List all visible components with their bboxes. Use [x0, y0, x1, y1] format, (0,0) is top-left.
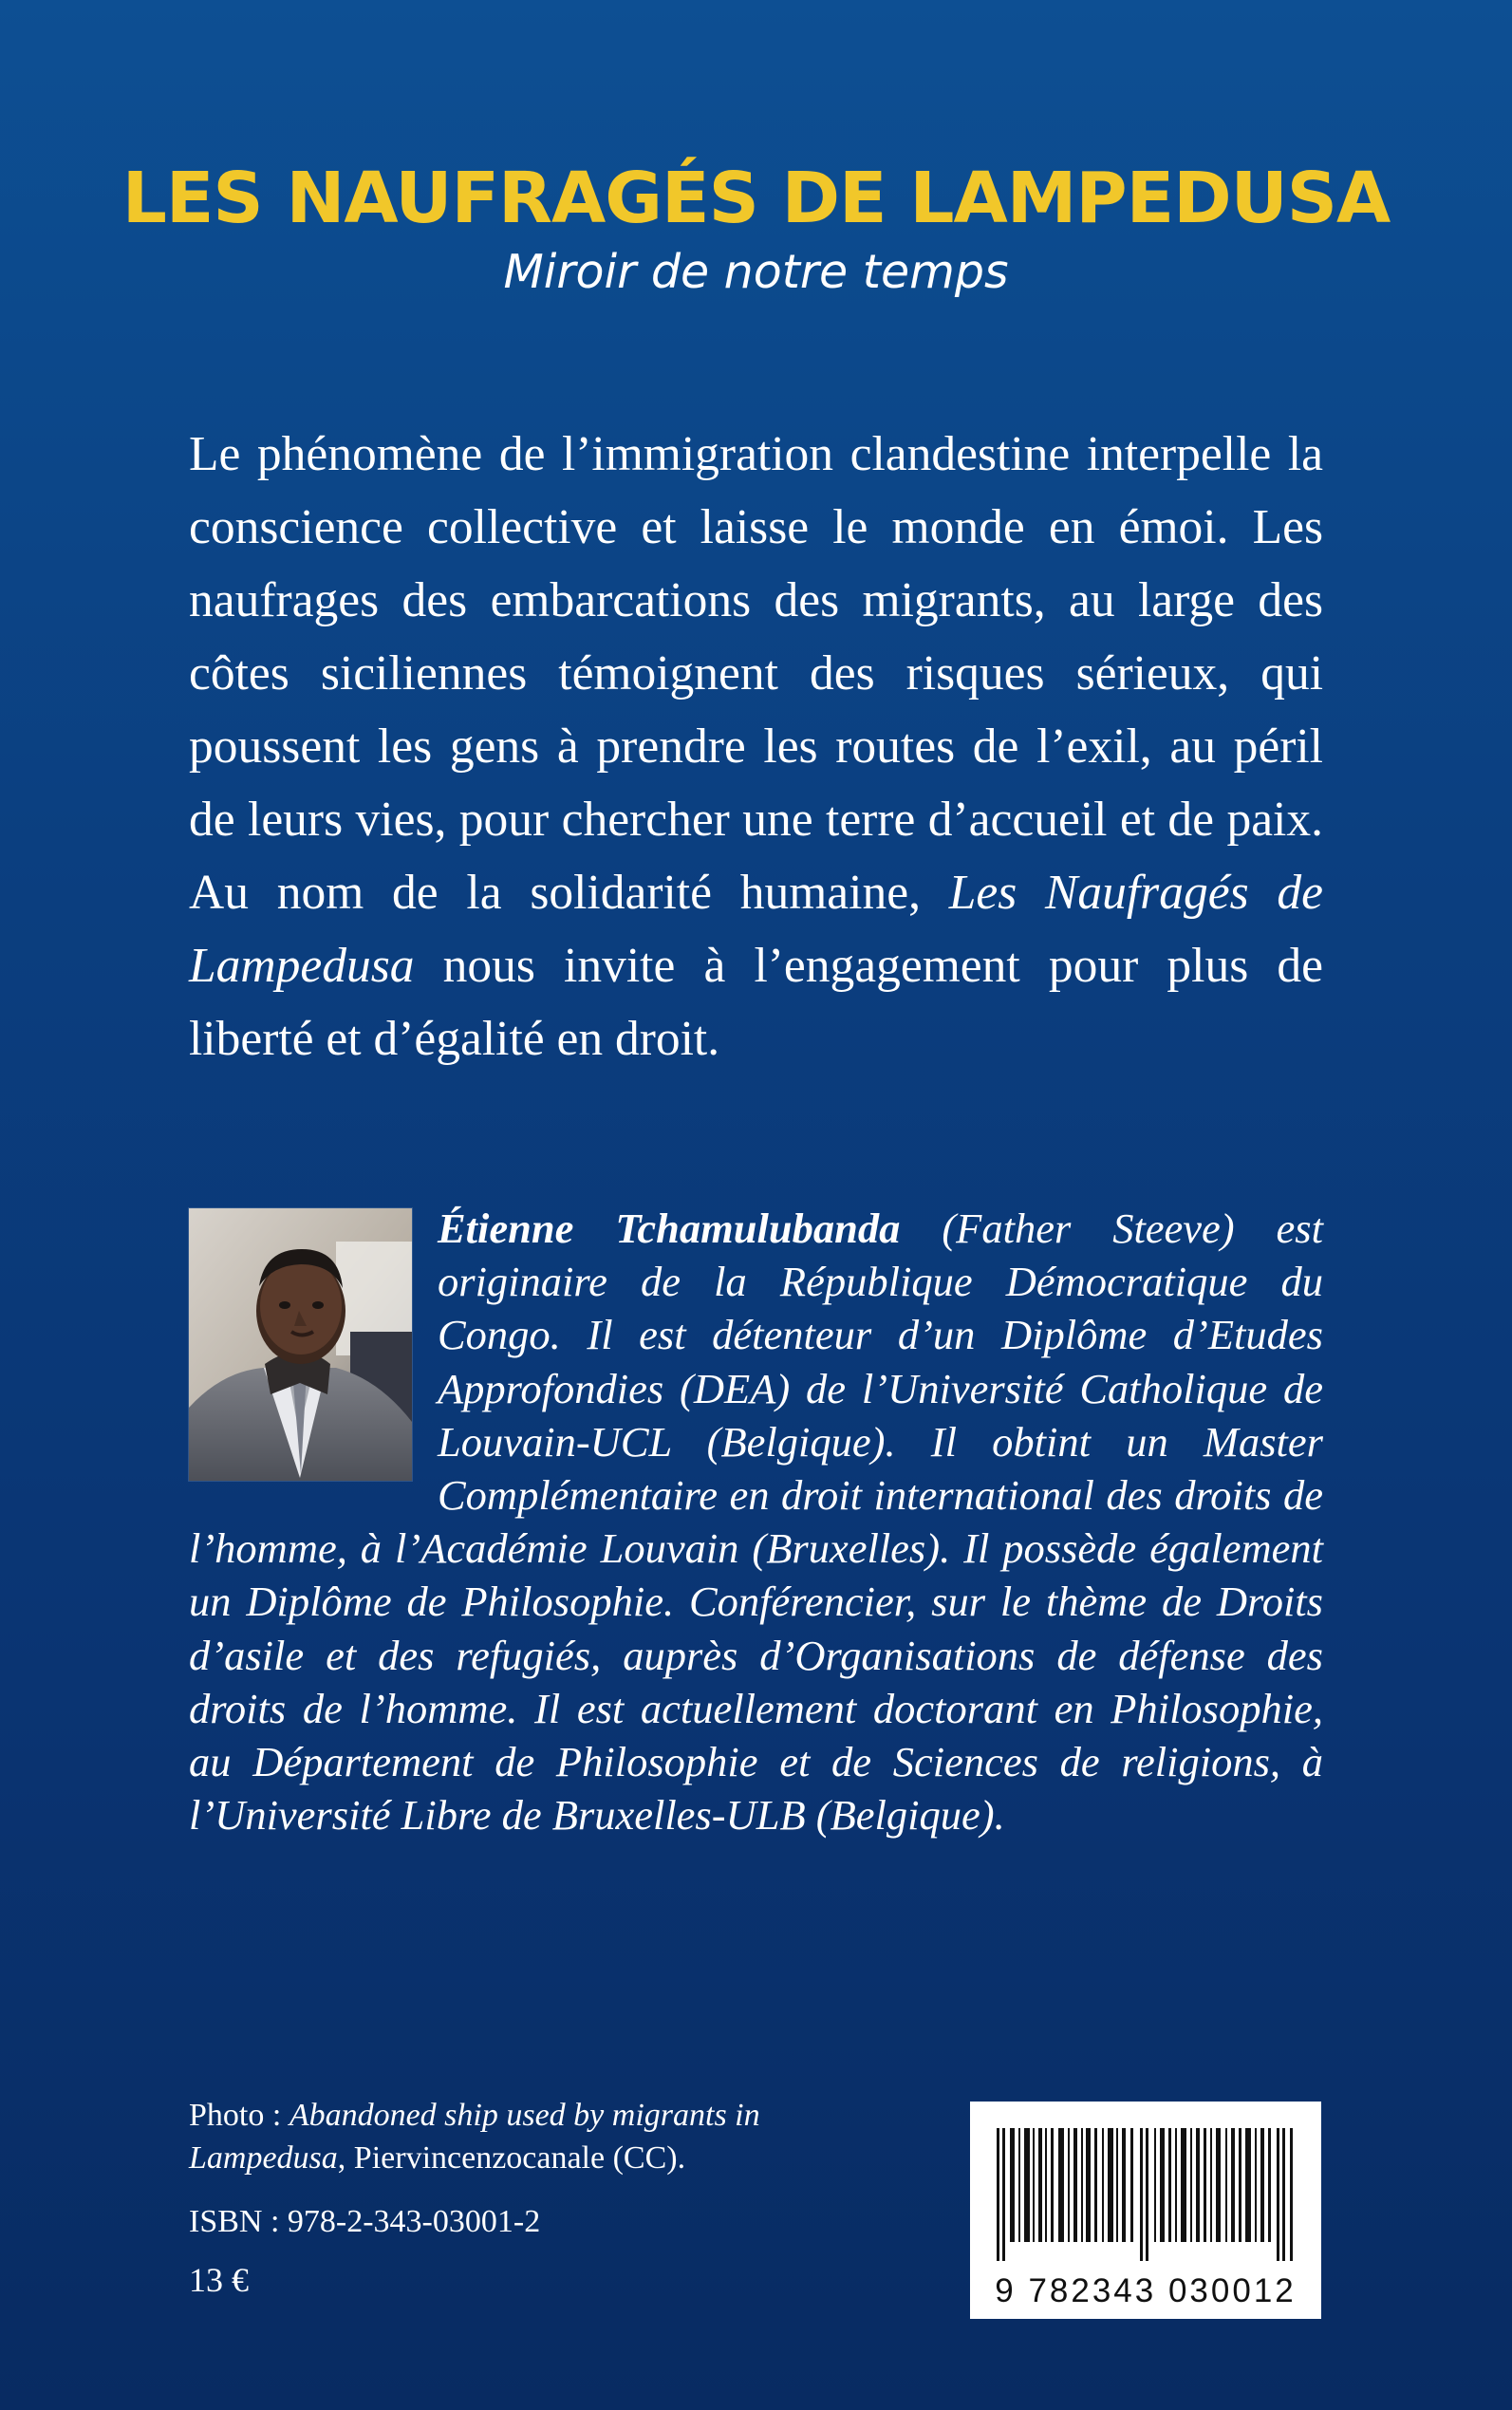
- summary-text-before: Le phénomène de l’immigration clandestine interpelle la conscience collective et laisse le monde en émoi. Les naufrages des embarcations des migrants, au large des côtes siciliennes témoignent des risques sérieux, qui poussent les gens à prendre les routes de l’exil, au péril de leurs vies, pour chercher une terre d’accueil et de paix. Au nom de la solidarité humaine,: [189, 427, 1323, 920]
- photo-credit-suffix: , Piervincenzocanale (CC).: [337, 2140, 686, 2176]
- photo-credit-caption: Abandoned ship used by migrants in Lampedusa: [189, 2098, 760, 2176]
- barcode-icon: [997, 2128, 1295, 2261]
- author-name: Étienne Tchamulubanda: [438, 1205, 901, 1252]
- price-text: 13 €: [189, 2261, 249, 2299]
- photo-space: [189, 1202, 438, 1486]
- book-subtitle: Miroir de notre temps: [503, 245, 1009, 299]
- summary-book-title: Les Naufragés de Lampedusa: [189, 866, 1323, 993]
- author-bio: [189, 1202, 1323, 1841]
- barcode-box: [970, 2102, 1321, 2319]
- summary-text-after: nous invite à l’engagement pour plus de liberté et d’égalité en droit.: [189, 939, 1323, 1066]
- photo-credit: [189, 2094, 853, 2179]
- book-summary: [189, 418, 1323, 1075]
- book-title: LES NAUFRAGÉS DE LAMPEDUSA: [121, 157, 1391, 239]
- isbn-text: ISBN : 978-2-343-03001-2: [189, 2204, 541, 2239]
- photo-credit-prefix: Photo :: [189, 2098, 289, 2133]
- author-bio-text: (Father Steeve) est originaire de la République Démocratique du Congo. Il est détenteur d’un Diplôme d’Etudes Approfondies (DEA) de l’Université Catholique de Louvain-UCL (Belgique). Il obtint un Master Complémentaire en droit international des droits de l’homme, à l’Académie Louvain (Bruxelles). Il possède également un Diplôme de Philosophie. Conférencier, sur le thème de Droits d’asile et des refugiés, auprès d’Organisations de défense des droits de l’homme. Il est actuellement doctorant en Philosophie, au Département de Philosophie et de Sciences de religions, à l’Université Libre de Bruxelles-ULB (Belgique).: [189, 1205, 1323, 1840]
- barcode-number: 9 782343 030012: [995, 2272, 1297, 2309]
